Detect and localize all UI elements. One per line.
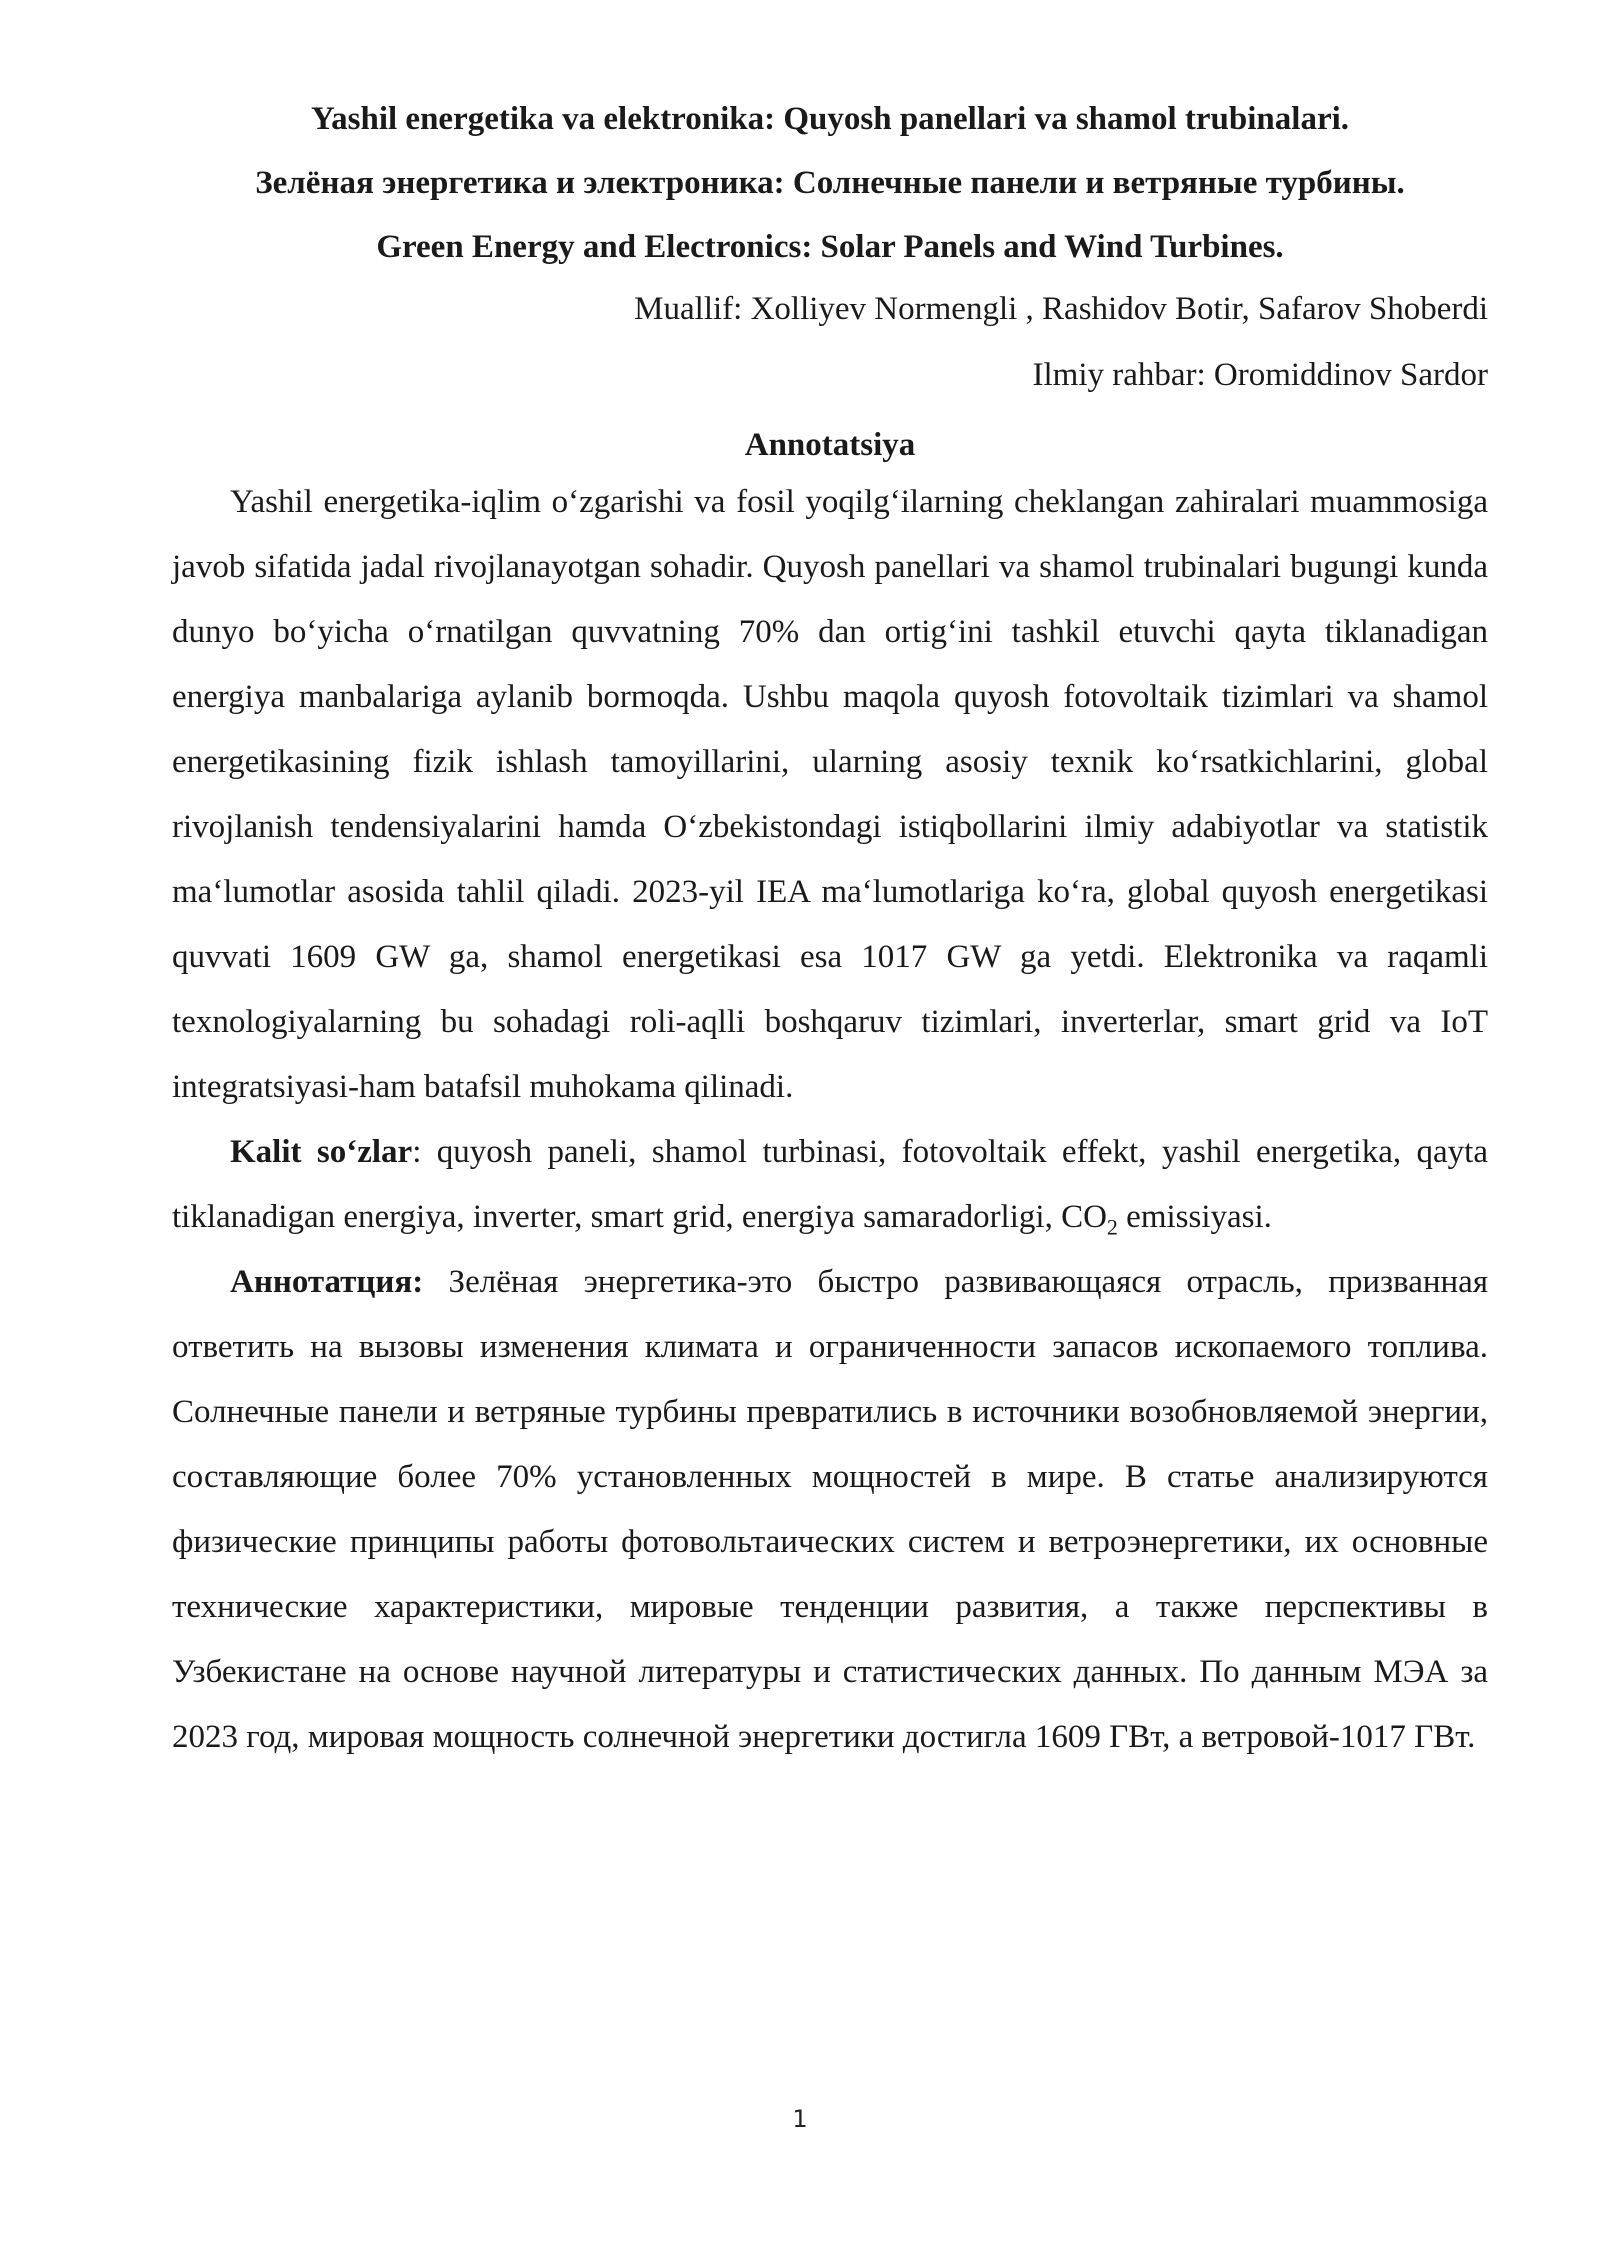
advisor-line: Ilmiy rahbar: Oromiddinov Sardor — [1032, 357, 1488, 393]
keywords-paragraph — [172, 1120, 1488, 1250]
keywords-text-end: emissiyasi. — [1117, 1199, 1272, 1235]
annotation-heading: Annotatsiya — [744, 427, 916, 463]
keywords-label: Kalit soʻzlar — [230, 1134, 413, 1170]
abstract-russian — [172, 1250, 1488, 1770]
abstract-russian-text: Зелёная энергетика-это быстро развивающаяся отрасль, призванная ответить на вызовы изменения климата и ограниченности запасов ископаемого топлива. Солнечные панели и ветряные турбины превратились в источники возобновляемой энергии, составляющие более 70% установленных мощностей в мире. В статье анализируются физические принципы работы фотовольтаических систем и ветроэнергетики, их основные технические характеристики, мировые тенденции развития, а также перспективы в Узбекистане на основе научной литературы и статистических данных. По данным МЭА за 2023 год, мировая мощность солнечной энергетики достигла 1609 ГВт, а ветровой-1017 ГВт. — [172, 1264, 1488, 1755]
co2-subscript: 2 — [1106, 1214, 1118, 1240]
abstract-russian-label: Аннотатция: — [230, 1264, 424, 1300]
keywords-text: : quyosh paneli, shamol turbinasi, fotovoltaik effekt, yashil energetika, qayta tiklanadigan energiya, inverter, smart grid, energiya samaradorligi, CO — [172, 1134, 1488, 1235]
authors-line: Muallif: Xolliyev Normengli , Rashidov Botir, Safarov Shoberdi — [634, 291, 1488, 327]
title-english: Green Energy and Electronics: Solar Panels and Wind Turbines. — [376, 229, 1284, 265]
title-russian: Зелёная энергетика и электроника: Солнечные панели и ветряные турбины. — [255, 165, 1405, 201]
page-content — [172, 92, 1488, 1770]
abstract-uzbek: Yashil energetika-iqlim oʻzgarishi va fosil yoqilgʻilarning cheklangan zahiralari muammosiga javob sifatida jadal rivojlanayotgan sohadir. Quyosh panellari va shamol trubinalari bugungi kunda dunyo boʻyicha oʻrnatilgan quvvatning 70% dan ortigʻini tashkil etuvchi qayta tiklanadigan energiya manbalariga aylanib bormoqda. Ushbu maqola quyosh fotovoltaik tizimlari va shamol energetikasining fizik ishlash tamoyillarini, ularning asosiy texnik koʻrsatkichlarini, global rivojlanish tendensiyalarini hamda Oʻzbekistondagi istiqbollarini ilmiy adabiyotlar va statistik maʻlumotlar asosida tahlil qiladi. 2023-yil IEA maʻlumotlariga koʻra, global quyosh energetikasi quvvati 1609 GW ga, shamol energetikasi esa 1017 GW ga yetdi. Elektronika va raqamli texnologiyalarning bu sohadagi roli-aqlli boshqaruv tizimlari, inverterlar, smart grid va IoT integratsiyasi-ham batafsil muhokama qilinadi. — [172, 484, 1488, 1105]
page-number: 1 — [792, 2105, 808, 2133]
title-uzbek: Yashil energetika va elektronika: Quyosh panellari va shamol trubinalari. — [310, 101, 1350, 137]
